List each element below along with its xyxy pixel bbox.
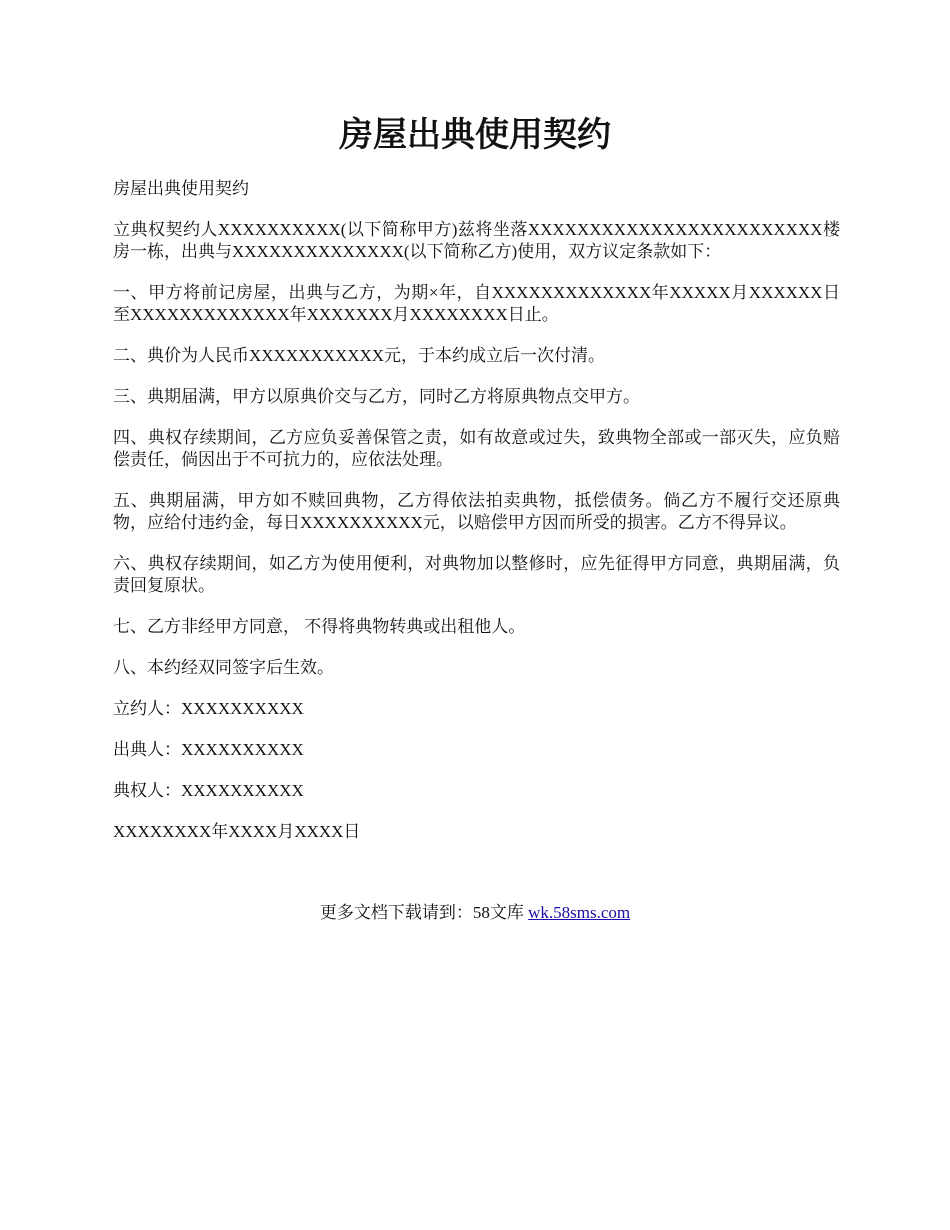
footer-prefix: 更多文档下载请到：58文库 (319, 903, 529, 922)
document-title: 房屋出典使用契约 (339, 117, 611, 154)
signature-contractor: 立约人：XXXXXXXXXX (113, 699, 304, 718)
clause-2: 二、典价为人民币XXXXXXXXXXX元，于本约成立后一次付清。 (113, 346, 606, 365)
clause-7: 七、乙方非经甲方同意， 不得将典物转典或出租他人。 (113, 617, 526, 636)
clause-3: 三、典期届满，甲方以原典价交与乙方，同时乙方将原典物点交甲方。 (113, 387, 640, 406)
document-body (113, 178, 840, 862)
clause-8: 八、本约经双同签字后生效。 (113, 658, 334, 677)
clause-6: 六、典权存续期间，如乙方为使用便利，对典物加以整修时，应先征得甲方同意，典期届满，负责回复原状。 (113, 554, 840, 595)
signature-pledgee: 典权人：XXXXXXXXXX (113, 781, 304, 800)
footer (0, 902, 950, 924)
clause-1: 一、甲方将前记房屋，出典与乙方，为期×年，自XXXXXXXXXXXXX年XXXXX月XXXXXX日至XXXXXXXXXXXXX年XXXXXXX月XXXXXXXX日止。 (113, 283, 840, 324)
clause-5: 五、典期届满，甲方如不赎回典物，乙方得依法拍卖典物，抵偿债务。倘乙方不履行交还原典物，应给付违约金，每日XXXXXXXXXX元，以赔偿甲方因而所受的损害。乙方不得异议。 (113, 491, 840, 532)
signature-date: XXXXXXXX年XXXX月XXXX日 (113, 822, 361, 841)
clause-4: 四、典权存续期间，乙方应负妥善保管之责，如有故意或过失，致典物全部或一部灭失，应负赔偿责任，倘因出于不可抗力的，应依法处理。 (113, 428, 840, 469)
footer-link[interactable]: wk.58sms.com (528, 903, 631, 922)
paragraph-heading-repeat: 房屋出典使用契约 (113, 179, 249, 198)
paragraph-parties: 立典权契约人XXXXXXXXXX(以下简称甲方)兹将坐落XXXXXXXXXXXXXXXXXXXXXXXX楼房一栋，出典与XXXXXXXXXXXXXX(以下简称乙方)使用，双方议定条款如下： (113, 220, 840, 261)
signature-pledgor: 出典人：XXXXXXXXXX (113, 740, 304, 759)
